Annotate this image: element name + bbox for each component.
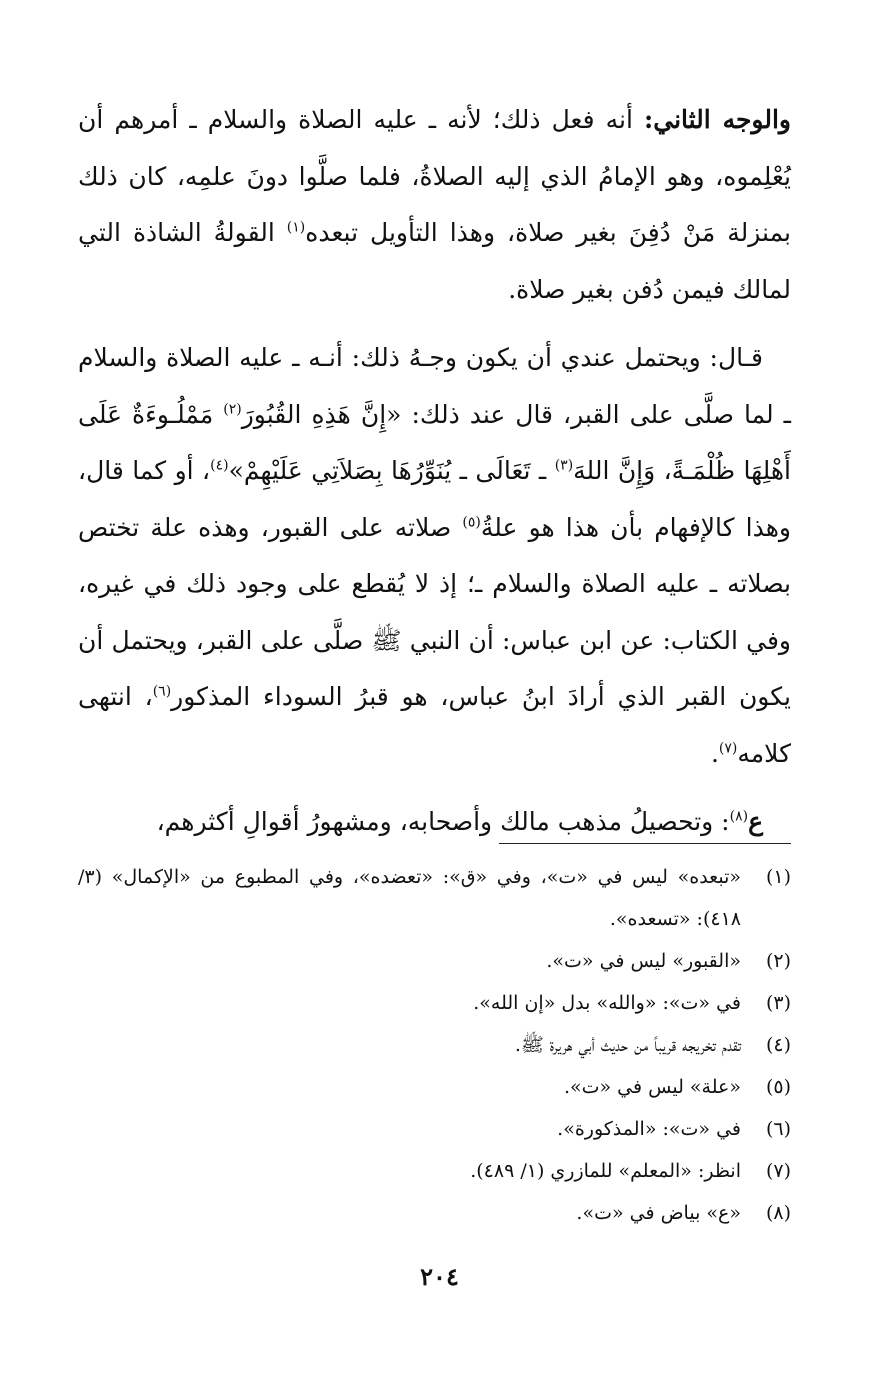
hadith-text: مَمْلُـوءَةٌ عَلَى أَهْلِهَا ظُلْمَـةً، وَإِنَّ اللهَ: [78, 399, 792, 485]
footnote-ref-8[interactable]: (٨): [729, 808, 749, 825]
paragraph-1: [78, 92, 791, 318]
text-run: أنه فعل ذلك؛ لأنه ـ عليه الصلاة والسلام ـ أمرهم أن يُعْلِموه، وهو الإمامُ الذي إليه الصلاةُ، فلما صلَّوا دونَ علمِه، كان ذلك بمنزلة مَنْ دُفِنَ بغير صلاة، وهذا التأويل تبعده: [78, 105, 791, 247]
footnote-8: [78, 1192, 791, 1234]
footnote-divider: [499, 843, 791, 844]
footnote-5: [78, 1066, 791, 1108]
footnote-text: «القبور» ليس في «ت».: [546, 950, 741, 972]
paragraph-lead: ع: [748, 807, 763, 836]
footnote-number: (٥): [765, 1076, 791, 1098]
footnote-4: [78, 1024, 791, 1066]
text-run: القولةُ الشاذة التي لمالك فيمن دُفن بغير صلاة.: [78, 218, 791, 304]
footnote-text: «علة» ليس في «ت».: [563, 1076, 741, 1098]
footnote-ref-7[interactable]: (٧): [718, 740, 738, 757]
footnote-number: (٣): [765, 992, 791, 1014]
footnote-text: «تبعده» ليس في «ت»، وفي «ق»: «تعضده»، وفي المطبوع من «الإكمال» (٣/ ٤١٨): «تسعده».: [78, 866, 741, 930]
footnote-ref-3[interactable]: (٣): [554, 457, 574, 474]
footnote-text: في «ت»: «المذكورة».: [557, 1118, 741, 1140]
text-run: ، أو كما قال، وهذا كالإفهام بأن هذا هو علةُ: [78, 456, 791, 542]
footnote-text: انظر: «المعلم» للمازري (١/ ٤٨٩).: [470, 1160, 741, 1182]
footnote-number: (٨): [765, 1202, 791, 1224]
footnote-number: (٧): [765, 1160, 791, 1182]
footnote-number: (١): [765, 866, 791, 888]
text-run: ، انتهى كلامه: [78, 682, 791, 768]
text-run: : وتحصيلُ مذهب مالك وأصحابه، ومشهورُ أقوالِ أكثرهم،: [156, 807, 730, 836]
footnote-3: [78, 982, 791, 1024]
hadith-text: ـ تَعَالَى ـ يُنَوِّرُهَا بِصَلاَتِي عَلَيْهِمْ»: [228, 456, 555, 485]
footnote-text: تقدم تخريجه قريباً من حديث أبي هريرة ﷺ.: [514, 1034, 741, 1056]
footnote-7: [78, 1150, 791, 1192]
text-run: قـال: ويحتمل عندي أن يكون وجـهُ ذلك: أنـه ـ عليه الصلاة والسلام ـ لما صلَّى على القبر، قال عند ذلك: «إِنَّ هَذِهِ القُبُورَ: [78, 343, 791, 429]
main-text: [78, 92, 791, 851]
footnote-number: (٤): [765, 1034, 791, 1056]
paragraph-lead: والوجه الثاني:: [644, 105, 791, 134]
footnote-ref-4[interactable]: (٤): [210, 457, 229, 474]
footnote-number: (٢): [765, 950, 791, 972]
footnote-ref-5[interactable]: (٥): [462, 514, 481, 531]
footnote-2: [78, 940, 791, 982]
footnote-ref-2[interactable]: (٢): [223, 401, 242, 418]
footnote-number: (٦): [765, 1118, 791, 1140]
page-number: ٢٠٤: [420, 1262, 459, 1291]
footnotes-section: [78, 856, 791, 1234]
footnote-6: [78, 1108, 791, 1150]
footnote-ref-1[interactable]: (١): [286, 219, 306, 236]
footnote-text: «ع» بياض في «ت».: [576, 1202, 741, 1224]
footnote-1: [78, 856, 791, 940]
paragraph-2: [78, 330, 791, 782]
footnote-text: في «ت»: «والله» بدل «إن الله».: [473, 992, 741, 1014]
text-run: صلاته على القبور، وهذه علة تختص بصلاته ـ عليه الصلاة والسلام ـ؛ إذ لا يُقطع على وجود ذلك في غيره، وفي الكتاب: عن ابن عباس: أن النبي ﷺ صلَّى على القبر، ويحتمل أن يكون القبر الذي أرادَ ابنُ عباس، هو قبرُ السوداء المذكور: [78, 512, 791, 711]
footnote-ref-6[interactable]: (٦): [152, 683, 172, 700]
text-run: .: [710, 738, 719, 768]
